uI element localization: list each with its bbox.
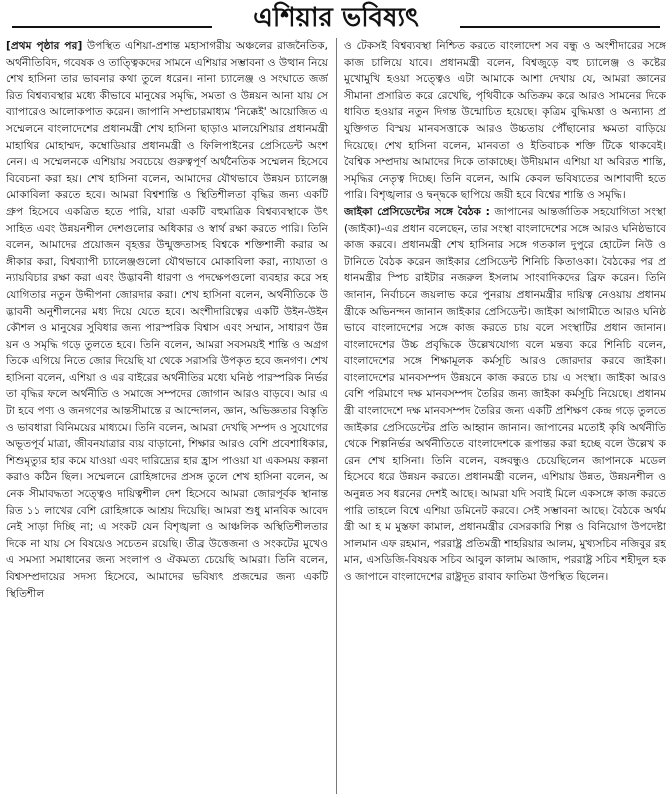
column-divider bbox=[336, 38, 337, 794]
subhead: জাইকা প্রেসিডেন্টের সঙ্গে বৈঠক : bbox=[344, 205, 490, 218]
right-column-paragraph bbox=[344, 38, 666, 204]
article-columns bbox=[6, 38, 666, 794]
continued-label: [প্রথম পৃষ্ঠার পর] bbox=[6, 40, 83, 52]
right-column bbox=[344, 38, 666, 794]
headline-rule-left bbox=[12, 26, 212, 28]
subhead-text: জাপানের আন্তর্জাতিক সহযোগিতা সংস্থা (জাইকা)-এর প্রধান বলেছেন, তার সংস্থা বাংলাদেশের সঙ্গে আরও ঘনিষ্ঠভাবে কাজ করবে। প্রধানমন্ত্রী শেখ হাসিনার সঙ্গে গতকাল দুপুরে হোটেল নিউ ওটানিতে বৈঠক করেন জাইকার প্রেসিডেন্ট শিনিচি কিতাওকা। বৈঠকের পর প্রধানমন্ত্রীর স্পিচ রাইটার নজরুল ইসলাম সাংবাদিকদের ব্রিফ করেন। তিনি জানান, নির্বাচনে জয়লাভ করে পুনরায় প্রধানমন্ত্রীর দায়িত্ব নেওয়ায় প্রধানমন্ত্রীকে অভিনন্দন জানান জাইকার প্রেসিডেন্ট। জাইকা আগামীতে আরও ঘনিষ্ঠভাবে বাংলাদেশের সঙ্গে কাজ করতে চায় বলে সংস্থাটির প্রধান জানান। বাংলাদেশের উচ্চ প্রবৃদ্ধিকে উল্লেখযোগ্য বলে মন্তব্য করে শিনিচি বলেন, বাংলাদেশের সঙ্গে শিক্ষামূলক কর্মসূচি আরও জোরদার করবে জাইকা। বাংলাদেশের মানবসম্পদ উন্নয়নে কাজ করতে চায় এ সংস্থা। জাইকা আরও বেশি পরিমাণে দক্ষ মানবসম্পদ তৈরির জন্য জাইকা কর্মসূচি নিয়েছে। প্রধানমন্ত্রী বাংলাদেশে দক্ষ মানবসম্পদ তৈরির জন্য একটি প্রশিক্ষণ কেন্দ্র গড়ে তুলতে জাইকার প্রেসিডেন্টের প্রতি আহ্বান জানান। জাপানের মতোই কৃষি অর্থনীতি থেকে শিল্পনির্ভর অর্থনীতিতে বাংলাদেশকে রূপান্তর করা হচ্ছে বলে উল্লেখ করেন শেখ হাসিনা। তিনি বলেন, বঙ্গবন্ধুও চেয়েছিলেন জাপানকে মডেল হিসেবে ধরে উন্নয়ন করতে। প্রধানমন্ত্রী বলেন, এশিয়ায় উন্নত, উন্নয়নশীল ও অনুন্নত সব ধরনের দেশই আছে। আমরা যদি সবাই মিলে একসঙ্গে কাজ করতে পারি তাহলে বিশ্বে এশিয়া ডমিনেট করবে। সেই সম্ভাবনা আছে। বৈঠকে অর্থমন্ত্রী আ হ ম মুস্তফা কামাল, প্রধানমন্ত্রীর বেসরকারি শিল্প ও বিনিয়োগ উপদেষ্টা সালমান এফ রহমান, পররাষ্ট্র প্রতিমন্ত্রী শাহরিয়ার আলম, মুখ্যসচিব নজিবুর রহমান, এসডিজি-বিষয়ক সচিব আবুল কালাম আজাদ, পররাষ্ট্র সচিব শহীদুল হক ও জাপানে বাংলাদেশের রাষ্ট্রদূত রাবাব ফাতিমা উপস্থিত ছিলেন। bbox=[344, 205, 666, 583]
subhead-paragraph bbox=[344, 204, 666, 586]
right-column-text: ও টেকসই বিশ্বব্যবস্থা নিশ্চিত করতে বাংলাদেশ সব বন্ধু ও অংশীদারের সঙ্গে কাজ চালিয়ে যাবে। প্রধানমন্ত্রী বলেন, বিশ্বজুড়ে বহু চ্যালেঞ্জ ও কষ্টের মুখোমুখি হওয়া সত্ত্বেও এটা আমাকে আশা দেখায় যে, আমরা জ্ঞানের সীমানা প্রসারিত করে রেখেছি, পৃথিবীকে অতিক্রম করে আরও সামনের দিকে ধাবিত হওয়ার নতুন দিগন্ত উন্মোচিত হয়েছে। কৃত্রিম বুদ্ধিমত্তা ও অন্যান্য প্রযুক্তিগত বিস্ময় মানবসত্তাকে আরও উচ্চতায় পৌঁছানোর ক্ষমতা বাড়িয়ে দিয়েছে। শেখ হাসিনা বলেন, মানবতা ও ইতিবাচক শক্তি টিকে থাকবেই। বৈশ্বিক সম্প্রদায় আমাদের দিকে তাকাচ্ছে। উদীয়মান এশিয়া যা অবিরত শান্তি, সমৃদ্ধির নেতৃত্ব দিচ্ছে। তিনি বলেন, আমি কেবল ভবিষ্যতের আশাবাদী হতে পারি। বিশৃঙ্খলার ও দ্বন্দ্বকে ছাপিয়ে জয়ী হবে বিশ্বের শান্তি ও সমৃদ্ধি। bbox=[344, 40, 666, 202]
headline-bar bbox=[6, 0, 666, 36]
headline-rule-right bbox=[460, 26, 660, 28]
headline: এশিয়ার ভবিষ্যৎ bbox=[243, 1, 429, 35]
left-column-text: উপস্থিত এশিয়া-প্রশান্ত মহাসাগরীয় অঞ্চলের রাজনৈতিক, অর্থনীতিবিদ, গবেষক ও তাত্ত্বিকদের সামনে এশিয়ার সম্ভাবনা ও উত্থান নিয়ে শেখ হাসিনা তার ভাবনার কথা তুলে ধরেন। নানা চ্যালেঞ্জ ও সংঘাতে জর্জরিত বিশ্বব্যবস্থার মধ্যে কীভাবে মানুষের সমৃদ্ধি, সমতা ও উন্নয়ন আনা যায় সে ব্যাপারেও আলোকপাত করেন। জাপানি সম্প্রচারমাধ্যম 'নিক্কেই' আয়োজিত এ সম্মেলনে বাংলাদেশের প্রধানমন্ত্রী শেখ হাসিনা ছাড়াও মালয়েশিয়ার প্রধানমন্ত্রী মাহাথির মোহাম্মদ, কম্বোডিয়ার প্রধানমন্ত্রী ও ফিলিপাইনের প্রেসিডেন্ট অংশ নেন। এ সম্মেলনকে এশিয়ায় সবচেয়ে গুরুত্বপূর্ণ অর্থনৈতিক সম্মেলন হিসেবে বিবেচনা করা হয়। শেখ হাসিনা বলেন, আমাদের যৌথভাবে উন্নয়ন চ্যালেঞ্জ মোকাবিলা করতে হবে। আমরা বিশ্বশান্তি ও স্থিতিশীলতা বৃদ্ধির জন্য একটি গ্রুপ হিসেবে একত্রিত হতে পারি, যারা একটি বহুমাত্রিক বিশ্বব্যবস্থাকে উৎসাহিত এবং উন্নয়নশীল দেশগুলোর অধিকার ও স্বার্থ রক্ষা করতে পারি। তিনি বলেন, আমাদের প্রয়োজন বৃহত্তর উন্মুক্ততাসহ বিশ্বকে শক্তিশালী করার অঙ্গীকার করা, বিশ্বব্যাপী চ্যালেঞ্জগুলো যৌথভাবে মোকাবিলা করা, ন্যায্যতা ও ন্যায়বিচার রক্ষা করা এবং উদ্ভাবনী ধারণা ও পদক্ষেপগুলো ব্যবহার করে সহযোগিতার নতুন উদ্দীপনা জোরদার করা। শেখ হাসিনা বলেন, অর্থনীতিকে উদ্ভাবনী অনুশীলনের মধ্য দিয়ে যেতে হবে। অংশীদারিত্বের একটি উইন-উইন কৌশল ও মানুষের সুবিধার জন্য পারস্পরিক বিশ্বাস এবং সম্মান, সাধারণ উন্নয়ন ও সমৃদ্ধি গড়ে তুলতে হবে। তিনি বলেন, আমরা সবসময়ই শান্তি ও অগ্রগতিকে এগিয়ে নিতে জোর দিয়েছি যা থেকে সরাসরি উপকৃত হবে জনগণ। শেখ হাসিনা বলেন, এশিয়া ও এর বাইরের অর্থনীতির মধ্যে ঘনিষ্ঠ পারস্পরিক নির্ভরতা বৃদ্ধির ফলে অর্থনীতি ও সমাজে সম্পদের জোগান আরও বাড়বে। আর এটা হবে পণ্য ও জনগণের আন্তসীমান্তে র আন্দোলন, জ্ঞান, অভিজ্ঞতার বিস্তৃতি ও ভাবধারা বিনিময়ের মাধ্যমে। তিনি বলেন, আমরা দেখছি সম্পদ ও সুযোগের অভূতপূর্ব মাত্রা, জীবনযাত্রার ব্যয় বাড়ানো, শিক্ষার আরও বেশি প্রবেশাধিকার, শিশুমৃত্যুর হার কমে যাওয়া এবং দারিদ্র্যের হার হ্রাস পাওয়া যা একসময় কল্পনা করাও কঠিন ছিল। সম্মেলনে রোহিঙ্গাদের প্রসঙ্গ তুলে শেখ হাসিনা বলেন, অনেক সীমাবদ্ধতা সত্ত্বেও দায়িত্বশীল দেশ হিসেবে আমরা জোরপূর্বক স্থানান্তরিত ১১ লাখের বেশি রোহিঙ্গাকে আশ্রয় দিয়েছি। আমরা শুধু মানবিক আবেদনেই সাড়া দিচ্ছি না; এ সংকট যেন বিশৃঙ্খলা ও আঞ্চলিক অস্থিতিশীলতার দিকে না যায় সে বিষয়েও সচেতন রয়েছি। তীব্র উত্তেজনা ও সংকটের মুখেও এ সমস্যা সমাধানের জন্য সংলাপ ও ঐকমত্য চেয়েছি আমরা। তিনি বলেন, বিশ্বসম্প্রদায়ের সদস্য হিসেবে, আমাদের ভবিষ্যৎ প্রজন্মের জন্য একটি স্থিতিশীল bbox=[6, 40, 328, 600]
left-column-paragraph bbox=[6, 38, 328, 602]
left-column bbox=[6, 38, 328, 794]
